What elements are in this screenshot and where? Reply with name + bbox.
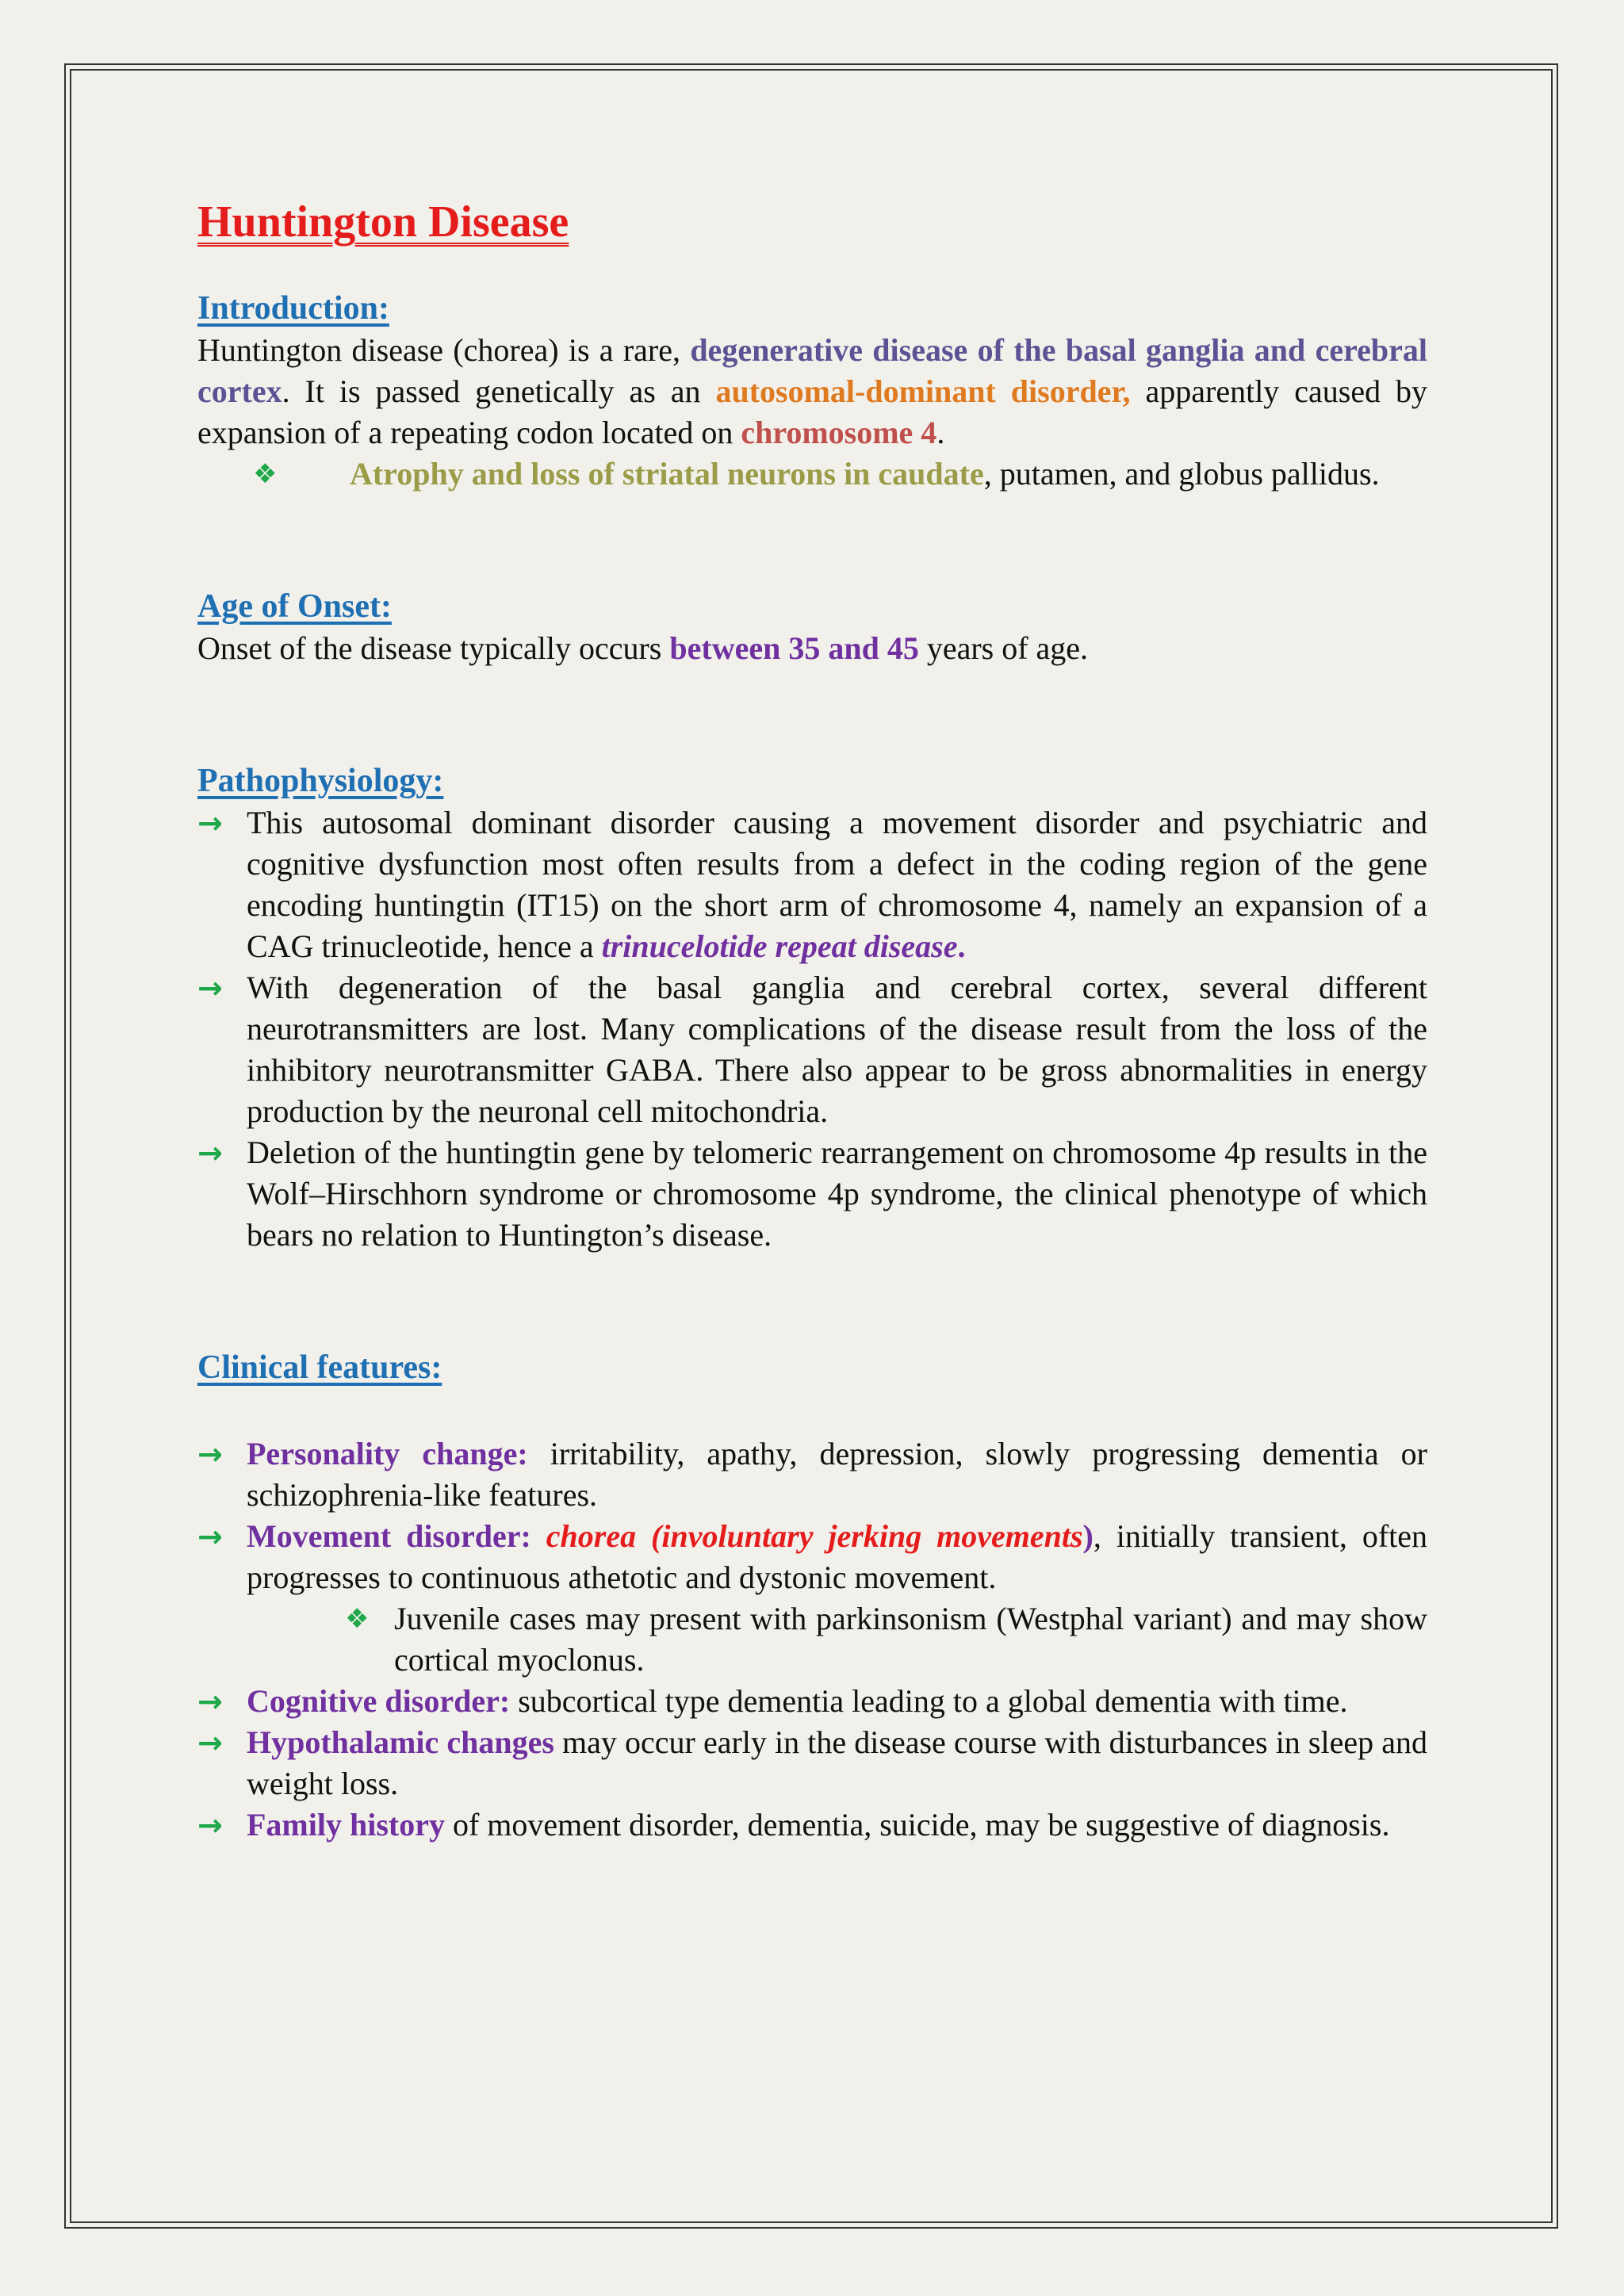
clinical-item-text: of movement disorder, dementia, suicide, may be suggestive of diagnosis. — [444, 1807, 1390, 1843]
arrow-right-icon: → — [197, 1135, 223, 1170]
patho-item-text: This autosomal dominant disorder causing a movement disorder and psychiatric and cognitive dysfunction most often results from a defect in the coding region of the gene encoding huntingtin (IT15) on the short arm of chromosome 4, namely an expansion of a CAG trinucleotide, hence a — [247, 805, 1427, 964]
onset-text: Onset of the disease typically occurs — [197, 630, 670, 666]
arrow-right-icon: → — [197, 1519, 223, 1554]
clinical-item-text: , initially transient, often progresses to continuous athetotic and dystonic movement. — [247, 1518, 1428, 1595]
clinical-item — [197, 1804, 1427, 1846]
document-content — [197, 194, 1427, 1846]
clinical-item — [197, 1433, 1427, 1516]
clinical-subitem-juvenile — [345, 1598, 1427, 1681]
juvenile-text: Juvenile cases may present with parkinsonism (Westphal variant) and may show cortical myoclonus. — [394, 1601, 1427, 1678]
patho-item — [197, 1132, 1427, 1256]
arrow-right-icon: → — [197, 1725, 223, 1760]
onset-paragraph — [197, 628, 1427, 669]
atrophy-text: , putamen, and globus pallidus. — [983, 456, 1380, 492]
intro-text: . — [936, 415, 945, 450]
four-diamond-bullet-icon: ❖ — [345, 1603, 370, 1635]
clinical-item-text: subcortical type dementia leading to a global dementia with time. — [510, 1683, 1348, 1719]
clinical-item-text: may occur early in the disease course with disturbances in sleep and weight loss. — [247, 1724, 1427, 1801]
patho-item — [197, 967, 1427, 1132]
four-diamond-bullet-icon: ❖ — [253, 458, 278, 490]
clinical-item-label: Hypothalamic changes — [247, 1724, 554, 1760]
intro-text: apparently caused by expansion of a repeating codon located on — [197, 373, 1428, 450]
clinical-item — [197, 1516, 1427, 1598]
section-heading-pathophysiology: Pathophysiology: — [197, 763, 444, 799]
arrow-right-icon: → — [197, 970, 223, 1005]
arrow-right-icon: → — [197, 1808, 223, 1843]
arrow-right-icon: → — [197, 1684, 223, 1719]
section-heading-clinical-features: Clinical features: — [197, 1349, 442, 1386]
chorea-paren: ) — [1082, 1518, 1094, 1554]
clinical-item — [197, 1681, 1427, 1722]
intro-text: . It is passed genetically as an — [282, 373, 716, 409]
section-heading-age-of-onset: Age of Onset: — [197, 588, 392, 625]
patho-item — [197, 802, 1427, 967]
clinical-item-label: Family history — [247, 1807, 445, 1843]
clinical-item-label: Movement disorder: — [247, 1518, 546, 1554]
clinical-item — [197, 1722, 1427, 1804]
patho-item-text: . — [957, 928, 966, 964]
atrophy-highlight: Atrophy and loss of striatal neurons in caudate — [350, 456, 984, 492]
clinical-item-label: Cognitive disorder: — [247, 1683, 511, 1719]
clinical-item-text: irritability, apathy, depression, slowly progressing dementia or schizophrenia-like features. — [247, 1436, 1427, 1513]
intro-text: Huntington disease (chorea) is a rare, — [197, 332, 691, 368]
intro-highlight-chromosome: chromosome 4 — [741, 415, 937, 450]
section-heading-introduction: Introduction: — [197, 290, 389, 327]
clinical-item-label: Personality change: — [247, 1436, 528, 1471]
intro-paragraph — [197, 330, 1427, 453]
patho-item-text: With degeneration of the basal ganglia and cerebral cortex, several different neurotransmitters are lost. Many complications of the disease result from the loss of the inhibitory neurotransmitter GABA. There also appear to be gross abnormalities in energy production by the neuronal cell mitochondria. — [247, 970, 1427, 1129]
intro-highlight-autosomal: autosomal-dominant disorder, — [715, 373, 1131, 409]
intro-bullet-atrophy — [253, 453, 1427, 495]
patho-highlight-repeat: trinucelotide repeat disease — [601, 928, 958, 964]
chorea-highlight: chorea (involuntary jerking movements — [546, 1518, 1083, 1554]
arrow-right-icon: → — [197, 1437, 223, 1471]
patho-item-text: Deletion of the huntingtin gene by telomeric rearrangement on chromosome 4p results in the Wolf–Hirschhorn syndrome or chromosome 4p syndrome, the clinical phenotype of which bears no relation to Huntington’s disease. — [247, 1135, 1427, 1253]
onset-text: years of age. — [918, 630, 1089, 666]
arrow-right-icon: → — [197, 806, 223, 840]
onset-highlight: between 35 and 45 — [669, 630, 919, 666]
intro-highlight-degenerative: degenerative disease of the basal ganglia and cerebral cortex — [197, 332, 1427, 409]
page-title: Huntington Disease — [197, 197, 569, 247]
